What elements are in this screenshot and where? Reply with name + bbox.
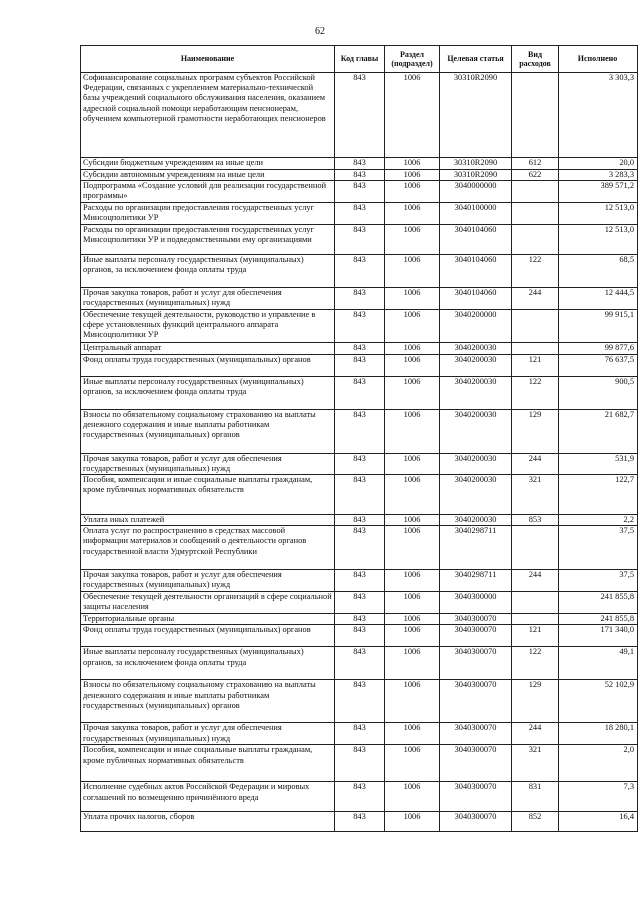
cell-name: Подпрограмма «Создание условий для реализации государственной программы» bbox=[81, 181, 335, 203]
cell-target: 3040000000 bbox=[440, 181, 512, 203]
cell-section: 1006 bbox=[385, 625, 440, 647]
cell-target: 3040104060 bbox=[440, 255, 512, 288]
table-row bbox=[81, 782, 638, 812]
cell-name: Фонд оплаты труда государственных (муниципальных) органов bbox=[81, 354, 335, 376]
cell-name: Субсидии автономным учреждениям на иные цели bbox=[81, 170, 335, 181]
cell-kind bbox=[512, 225, 559, 255]
cell-kind bbox=[512, 309, 559, 342]
cell-kind: 122 bbox=[512, 376, 559, 409]
cell-amount: 18 280,1 bbox=[559, 723, 638, 745]
cell-kind: 121 bbox=[512, 354, 559, 376]
table-row bbox=[81, 614, 638, 625]
cell-amount: 12 513,0 bbox=[559, 225, 638, 255]
cell-code: 843 bbox=[335, 453, 385, 474]
budget-execution-table bbox=[80, 45, 638, 832]
cell-amount: 7,3 bbox=[559, 782, 638, 812]
cell-code: 843 bbox=[335, 288, 385, 309]
cell-amount: 12 513,0 bbox=[559, 203, 638, 225]
cell-code: 843 bbox=[335, 158, 385, 170]
cell-target: 3040300070 bbox=[440, 745, 512, 782]
cell-target: 3040300000 bbox=[440, 592, 512, 614]
cell-kind: 244 bbox=[512, 288, 559, 309]
page-number: 62 bbox=[315, 26, 325, 37]
cell-name: Уплата прочих налогов, сборов bbox=[81, 812, 335, 832]
cell-kind bbox=[512, 203, 559, 225]
header-section: Раздел (подраздел) bbox=[385, 46, 440, 73]
cell-name: Обеспечение текущей деятельности, руководство и управление в сфере установленных функций центрального аппарата Минсоцполитики УР bbox=[81, 309, 335, 342]
cell-amount: 241 855,8 bbox=[559, 614, 638, 625]
cell-kind bbox=[512, 526, 559, 570]
cell-name: Центральный аппарат bbox=[81, 342, 335, 354]
cell-name: Прочая закупка товаров, работ и услуг для обеспечения государственных (муниципальных) нужд bbox=[81, 453, 335, 474]
cell-kind bbox=[512, 592, 559, 614]
cell-target: 3040300070 bbox=[440, 647, 512, 680]
cell-target: 3040100000 bbox=[440, 203, 512, 225]
table-row bbox=[81, 342, 638, 354]
cell-amount: 900,5 bbox=[559, 376, 638, 409]
cell-section: 1006 bbox=[385, 723, 440, 745]
cell-name: Софинансирование социальных программ субъектов Российской Федерации, связанных с укреплением материально-технической базы учреждений социального обслуживания населения, оказанием адресной социальной помощи неработающим пенсионерам, обучением компьютерной грамотности неработающих пенсионеров bbox=[81, 73, 335, 158]
header-amount: Исполнено bbox=[559, 46, 638, 73]
cell-amount: 241 855,8 bbox=[559, 592, 638, 614]
cell-code: 843 bbox=[335, 342, 385, 354]
cell-section: 1006 bbox=[385, 354, 440, 376]
cell-amount: 2,2 bbox=[559, 515, 638, 526]
table-row bbox=[81, 475, 638, 515]
cell-kind: 321 bbox=[512, 745, 559, 782]
cell-name: Пособия, компенсации и иные социальные выплаты гражданам, кроме публичных нормативных обязательств bbox=[81, 475, 335, 515]
cell-code: 843 bbox=[335, 225, 385, 255]
table-row bbox=[81, 203, 638, 225]
cell-code: 843 bbox=[335, 376, 385, 409]
cell-amount: 76 637,5 bbox=[559, 354, 638, 376]
cell-amount: 3 283,3 bbox=[559, 170, 638, 181]
cell-section: 1006 bbox=[385, 614, 440, 625]
cell-amount: 37,5 bbox=[559, 570, 638, 592]
table-row bbox=[81, 255, 638, 288]
table-row bbox=[81, 570, 638, 592]
cell-target: 3040200030 bbox=[440, 354, 512, 376]
cell-amount: 99 915,1 bbox=[559, 309, 638, 342]
cell-kind: 244 bbox=[512, 453, 559, 474]
table-header-row bbox=[81, 46, 638, 73]
cell-target: 3040298711 bbox=[440, 570, 512, 592]
header-code: Код главы bbox=[335, 46, 385, 73]
cell-section: 1006 bbox=[385, 309, 440, 342]
cell-code: 843 bbox=[335, 614, 385, 625]
cell-section: 1006 bbox=[385, 592, 440, 614]
cell-name: Взносы по обязательному социальному страхованию на выплаты денежного содержания и иные выплаты работникам государственных (муниципальных) органов bbox=[81, 680, 335, 723]
cell-amount: 3 303,3 bbox=[559, 73, 638, 158]
table-row bbox=[81, 73, 638, 158]
cell-code: 843 bbox=[335, 592, 385, 614]
cell-name: Фонд оплаты труда государственных (муниципальных) органов bbox=[81, 625, 335, 647]
cell-amount: 21 682,7 bbox=[559, 409, 638, 453]
cell-kind: 244 bbox=[512, 570, 559, 592]
cell-name: Оплата услуг по распространению в средствах массовой информации материалов и сообщений о деятельности органов государственной власти Удмуртской Республики bbox=[81, 526, 335, 570]
cell-target: 3040300070 bbox=[440, 723, 512, 745]
cell-name: Уплата иных платежей bbox=[81, 515, 335, 526]
table-row bbox=[81, 409, 638, 453]
cell-amount: 49,1 bbox=[559, 647, 638, 680]
cell-section: 1006 bbox=[385, 812, 440, 832]
cell-target: 3040200030 bbox=[440, 475, 512, 515]
cell-target: 3040200030 bbox=[440, 376, 512, 409]
table-row bbox=[81, 723, 638, 745]
cell-section: 1006 bbox=[385, 255, 440, 288]
cell-amount: 389 571,2 bbox=[559, 181, 638, 203]
cell-kind: 121 bbox=[512, 625, 559, 647]
cell-target: 3040300070 bbox=[440, 812, 512, 832]
cell-amount: 12 444,5 bbox=[559, 288, 638, 309]
cell-code: 843 bbox=[335, 203, 385, 225]
cell-name: Прочая закупка товаров, работ и услуг для обеспечения государственных (муниципальных) нужд bbox=[81, 288, 335, 309]
cell-code: 843 bbox=[335, 409, 385, 453]
header-name: Наименование bbox=[81, 46, 335, 73]
cell-amount: 37,5 bbox=[559, 526, 638, 570]
cell-kind bbox=[512, 614, 559, 625]
cell-code: 843 bbox=[335, 309, 385, 342]
cell-code: 843 bbox=[335, 570, 385, 592]
cell-code: 843 bbox=[335, 812, 385, 832]
cell-section: 1006 bbox=[385, 745, 440, 782]
cell-section: 1006 bbox=[385, 181, 440, 203]
cell-section: 1006 bbox=[385, 409, 440, 453]
table-row bbox=[81, 515, 638, 526]
cell-target: 3040200030 bbox=[440, 453, 512, 474]
cell-target: 3040104060 bbox=[440, 225, 512, 255]
header-target: Целевая статья bbox=[440, 46, 512, 73]
cell-target: 3040200030 bbox=[440, 342, 512, 354]
cell-amount: 68,5 bbox=[559, 255, 638, 288]
cell-code: 843 bbox=[335, 782, 385, 812]
cell-kind: 321 bbox=[512, 475, 559, 515]
cell-code: 843 bbox=[335, 723, 385, 745]
table-row bbox=[81, 288, 638, 309]
table-row bbox=[81, 680, 638, 723]
table-row bbox=[81, 745, 638, 782]
cell-section: 1006 bbox=[385, 73, 440, 158]
cell-amount: 171 340,0 bbox=[559, 625, 638, 647]
cell-section: 1006 bbox=[385, 342, 440, 354]
cell-name: Прочая закупка товаров, работ и услуг для обеспечения государственных (муниципальных) нужд bbox=[81, 723, 335, 745]
cell-kind: 244 bbox=[512, 723, 559, 745]
cell-code: 843 bbox=[335, 515, 385, 526]
cell-code: 843 bbox=[335, 170, 385, 181]
table-row bbox=[81, 170, 638, 181]
cell-target: 3040200030 bbox=[440, 515, 512, 526]
cell-name: Обеспечение текущей деятельности организаций в сфере социальной защиты населения bbox=[81, 592, 335, 614]
cell-target: 30310R2090 bbox=[440, 158, 512, 170]
cell-target: 3040200030 bbox=[440, 409, 512, 453]
cell-kind bbox=[512, 181, 559, 203]
cell-section: 1006 bbox=[385, 570, 440, 592]
cell-amount: 99 877,6 bbox=[559, 342, 638, 354]
table-body bbox=[81, 73, 638, 832]
cell-kind: 612 bbox=[512, 158, 559, 170]
cell-section: 1006 bbox=[385, 515, 440, 526]
cell-section: 1006 bbox=[385, 782, 440, 812]
cell-kind: 129 bbox=[512, 409, 559, 453]
cell-code: 843 bbox=[335, 625, 385, 647]
table-row bbox=[81, 453, 638, 474]
cell-name: Исполнение судебных актов Российской Федерации и мировых соглашений по возмещению причинённого вреда bbox=[81, 782, 335, 812]
cell-section: 1006 bbox=[385, 158, 440, 170]
cell-section: 1006 bbox=[385, 288, 440, 309]
cell-code: 843 bbox=[335, 680, 385, 723]
cell-name: Территориальные органы bbox=[81, 614, 335, 625]
cell-amount: 122,7 bbox=[559, 475, 638, 515]
table-row bbox=[81, 592, 638, 614]
table-row bbox=[81, 526, 638, 570]
cell-target: 3040300070 bbox=[440, 614, 512, 625]
table-row bbox=[81, 625, 638, 647]
cell-kind: 853 bbox=[512, 515, 559, 526]
cell-kind: 129 bbox=[512, 680, 559, 723]
cell-code: 843 bbox=[335, 475, 385, 515]
cell-kind: 831 bbox=[512, 782, 559, 812]
header-kind: Вид расходов bbox=[512, 46, 559, 73]
cell-kind: 852 bbox=[512, 812, 559, 832]
cell-amount: 52 102,9 bbox=[559, 680, 638, 723]
table-row bbox=[81, 376, 638, 409]
cell-section: 1006 bbox=[385, 475, 440, 515]
table-row bbox=[81, 158, 638, 170]
cell-code: 843 bbox=[335, 647, 385, 680]
table-row bbox=[81, 181, 638, 203]
cell-amount: 2,0 bbox=[559, 745, 638, 782]
cell-kind bbox=[512, 73, 559, 158]
cell-target: 30310R2090 bbox=[440, 73, 512, 158]
cell-target: 3040104060 bbox=[440, 288, 512, 309]
cell-section: 1006 bbox=[385, 526, 440, 570]
cell-code: 843 bbox=[335, 255, 385, 288]
cell-name: Взносы по обязательному социальному страхованию на выплаты денежного содержания и иные выплаты работникам государственных (муниципальных) органов bbox=[81, 409, 335, 453]
cell-target: 3040300070 bbox=[440, 680, 512, 723]
cell-kind: 622 bbox=[512, 170, 559, 181]
cell-name: Субсидии бюджетным учреждениям на иные цели bbox=[81, 158, 335, 170]
cell-amount: 16,4 bbox=[559, 812, 638, 832]
cell-target: 3040300070 bbox=[440, 782, 512, 812]
cell-amount: 20,0 bbox=[559, 158, 638, 170]
cell-target: 3040298711 bbox=[440, 526, 512, 570]
table-row bbox=[81, 225, 638, 255]
table-row bbox=[81, 812, 638, 832]
cell-name: Прочая закупка товаров, работ и услуг для обеспечения государственных (муниципальных) нужд bbox=[81, 570, 335, 592]
cell-name: Пособия, компенсации и иные социальные выплаты гражданам, кроме публичных нормативных обязательств bbox=[81, 745, 335, 782]
cell-name: Иные выплаты персоналу государственных (муниципальных) органов, за исключением фонда оплаты труда bbox=[81, 255, 335, 288]
cell-section: 1006 bbox=[385, 680, 440, 723]
cell-name: Расходы по организации предоставления государственных услуг Минсоцполитики УР и подведомственными ему организациями bbox=[81, 225, 335, 255]
cell-kind: 122 bbox=[512, 647, 559, 680]
cell-section: 1006 bbox=[385, 647, 440, 680]
table-row bbox=[81, 354, 638, 376]
cell-code: 843 bbox=[335, 354, 385, 376]
cell-section: 1006 bbox=[385, 453, 440, 474]
cell-amount: 531,9 bbox=[559, 453, 638, 474]
cell-target: 30310R2090 bbox=[440, 170, 512, 181]
cell-target: 3040200000 bbox=[440, 309, 512, 342]
cell-name: Иные выплаты персоналу государственных (муниципальных) органов, за исключением фонда оплаты труда bbox=[81, 647, 335, 680]
cell-section: 1006 bbox=[385, 170, 440, 181]
cell-section: 1006 bbox=[385, 203, 440, 225]
cell-code: 843 bbox=[335, 181, 385, 203]
cell-name: Расходы по организации предоставления государственных услуг Минсоцполитики УР bbox=[81, 203, 335, 225]
cell-code: 843 bbox=[335, 73, 385, 158]
table-row bbox=[81, 647, 638, 680]
cell-name: Иные выплаты персоналу государственных (муниципальных) органов, за исключением фонда оплаты труда bbox=[81, 376, 335, 409]
cell-section: 1006 bbox=[385, 225, 440, 255]
cell-kind: 122 bbox=[512, 255, 559, 288]
table-row bbox=[81, 309, 638, 342]
cell-code: 843 bbox=[335, 745, 385, 782]
cell-kind bbox=[512, 342, 559, 354]
cell-code: 843 bbox=[335, 526, 385, 570]
cell-section: 1006 bbox=[385, 376, 440, 409]
cell-target: 3040300070 bbox=[440, 625, 512, 647]
